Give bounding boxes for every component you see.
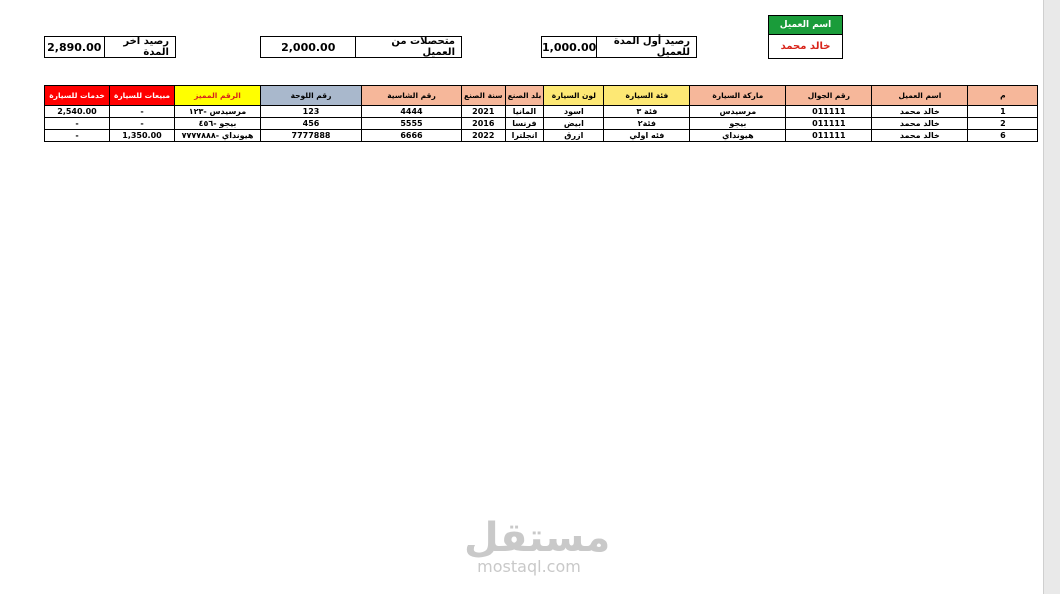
cars-table xyxy=(44,85,1038,142)
cell-year[interactable]: 2021 xyxy=(462,106,506,118)
col-header-car-services[interactable]: خدمات للسيارة xyxy=(45,86,110,106)
cell-car-services[interactable]: - xyxy=(45,130,110,142)
col-header-country[interactable]: بلد الصنع xyxy=(505,86,544,106)
col-header-car-category[interactable]: فئة السيارة xyxy=(604,86,690,106)
cell-car-services[interactable]: - xyxy=(45,118,110,130)
col-header-plate[interactable]: رقم اللوحة xyxy=(261,86,362,106)
mostaql-url: mostaql.com xyxy=(477,557,581,576)
cell-year[interactable]: 2016 xyxy=(462,118,506,130)
cell-mobile[interactable]: 011111 xyxy=(786,130,872,142)
col-header-car-brand[interactable]: ماركة السيارة xyxy=(690,86,786,106)
cell-car-sales[interactable]: - xyxy=(110,118,175,130)
closing-balance-box xyxy=(44,36,176,58)
col-header-mobile[interactable]: رقم الجوال xyxy=(786,86,872,106)
cell-car-sales[interactable]: - xyxy=(110,106,175,118)
closing-balance-label: رصيد اخر المدة xyxy=(123,36,169,58)
cell-client-name[interactable]: خالد محمد xyxy=(872,106,968,118)
cell-chassis[interactable]: 5555 xyxy=(362,118,462,130)
col-header-special-number[interactable]: الرقم المميز xyxy=(175,86,261,106)
cell-car-category[interactable]: فئة٢ xyxy=(604,118,690,130)
window-scrollbar[interactable] xyxy=(1043,0,1060,594)
cell-client-name[interactable]: خالد محمد xyxy=(872,118,968,130)
col-header-chassis[interactable]: رقم الشاسية xyxy=(362,86,462,106)
cell-client-name[interactable]: خالد محمد xyxy=(872,130,968,142)
cell-plate[interactable]: 7777888 xyxy=(261,130,362,142)
cell-country[interactable]: فرنسا xyxy=(505,118,544,130)
cell-special-number[interactable]: بيجو -٤٥٦ xyxy=(175,118,261,130)
opening-balance-label: رصيد أول المدة للعميل xyxy=(613,36,690,58)
table-row xyxy=(45,130,1038,142)
cell-car-category[interactable]: فئه اولي xyxy=(604,130,690,142)
cell-year[interactable]: 2022 xyxy=(462,130,506,142)
cell-country[interactable]: انجلترا xyxy=(505,130,544,142)
cell-plate[interactable]: 456 xyxy=(261,118,362,130)
cell-country[interactable]: المانيا xyxy=(505,106,544,118)
collections-label: متحصلات من العميل xyxy=(391,36,455,58)
mostaql-watermark xyxy=(464,515,611,576)
cell-index[interactable]: 1 xyxy=(968,106,1038,118)
cell-chassis[interactable]: 6666 xyxy=(362,130,462,142)
opening-balance-value[interactable]: 1,000.00 xyxy=(542,37,597,57)
col-header-year[interactable]: سنة الصنع xyxy=(462,86,506,106)
cell-car-services[interactable]: 2,540.00 xyxy=(45,106,110,118)
cell-plate[interactable]: 123 xyxy=(261,106,362,118)
cell-chassis[interactable]: 4444 xyxy=(362,106,462,118)
cell-special-number[interactable]: مرسيدس -١٢٣ xyxy=(175,106,261,118)
cell-car-color[interactable]: ابيض xyxy=(544,118,604,130)
mostaql-logo: مستقل xyxy=(464,515,611,561)
cell-car-category[interactable]: فئة ٣ xyxy=(604,106,690,118)
cell-car-color[interactable]: اسود xyxy=(544,106,604,118)
col-header-index[interactable]: م xyxy=(968,86,1038,106)
cell-index[interactable]: 2 xyxy=(968,118,1038,130)
table-header-row xyxy=(45,86,1038,106)
collections-value[interactable]: 2,000.00 xyxy=(261,37,356,57)
col-header-client-name[interactable]: اسم العميل xyxy=(872,86,968,106)
opening-balance-box xyxy=(541,36,697,58)
col-header-car-sales[interactable]: مبيعات للسيارة xyxy=(110,86,175,106)
closing-balance-value[interactable]: 2,890.00 xyxy=(45,37,105,57)
cell-car-sales[interactable]: 1,350.00 xyxy=(110,130,175,142)
cell-mobile[interactable]: 011111 xyxy=(786,118,872,130)
table-row xyxy=(45,106,1038,118)
cell-special-number[interactable]: هيونداي -٧٧٧٧٨٨٨ xyxy=(175,130,261,142)
cell-car-brand[interactable]: هيونداي xyxy=(690,130,786,142)
cell-index[interactable]: 6 xyxy=(968,130,1038,142)
cell-car-brand[interactable]: مرسيدس xyxy=(690,106,786,118)
client-name-value[interactable]: خالد محمد xyxy=(768,35,843,59)
collections-box xyxy=(260,36,462,58)
table-row xyxy=(45,118,1038,130)
col-header-car-color[interactable]: لون السيارة xyxy=(544,86,604,106)
client-name-header: اسم العميل xyxy=(768,15,843,35)
cell-car-color[interactable]: ازرق xyxy=(544,130,604,142)
cell-car-brand[interactable]: بيجو xyxy=(690,118,786,130)
cell-mobile[interactable]: 011111 xyxy=(786,106,872,118)
